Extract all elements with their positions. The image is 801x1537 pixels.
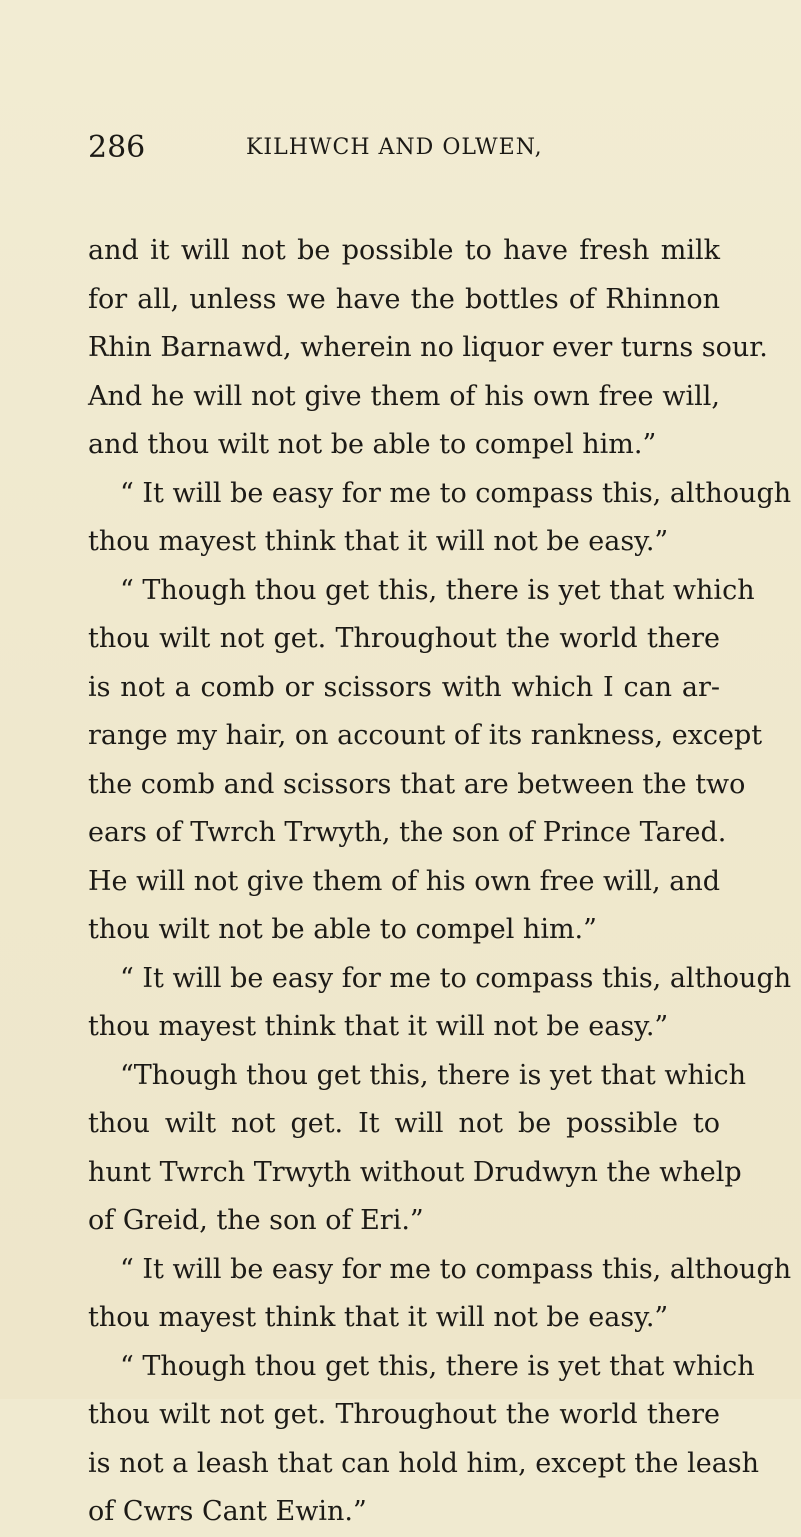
text-line: thou mayest think that it will not be easy.” xyxy=(88,1011,669,1042)
text-line: the comb and scissors that are between the two xyxy=(88,768,746,800)
text-line: thou wilt not be able to compel him.” xyxy=(88,914,597,945)
text-line: Rhin Barnawd, wherein no liquor ever turns sour. xyxy=(88,332,768,363)
text-line: thou wilt not get. It will not be possible to xyxy=(88,1108,720,1139)
text-line: “ Though thou get this, there is yet that which xyxy=(120,1350,755,1382)
text-line: thou mayest think that it will not be easy.” xyxy=(88,1302,669,1333)
text-line: thou mayest think that it will not be easy.” xyxy=(88,526,669,557)
text-line: thou wilt not get. Throughout the world there xyxy=(88,1399,720,1430)
text-line: hunt Twrch Trwyth without Drudwyn the whelp xyxy=(88,1156,742,1188)
body-text xyxy=(88,227,792,1537)
text-line: is not a comb or scissors with which I can ar- xyxy=(88,671,720,703)
text-line: “ Though thou get this, there is yet that which xyxy=(120,574,755,606)
page-header xyxy=(88,126,718,170)
text-line: is not a leash that can hold him, except the leash xyxy=(88,1447,760,1479)
text-line: “ It will be easy for me to compass this, although xyxy=(120,962,792,994)
text-line: “ It will be easy for me to compass this, although xyxy=(120,1253,792,1285)
text-line: He will not give them of his own free will, and xyxy=(88,865,720,897)
text-line: and it will not be possible to have fresh milk xyxy=(88,235,720,266)
text-line: thou wilt not get. Throughout the world there xyxy=(88,623,720,654)
text-line: range my hair, on account of its rankness, except xyxy=(88,720,763,751)
text-line: “Though thou get this, there is yet that which xyxy=(120,1059,746,1091)
text-line: of Cwrs Cant Ewin.” xyxy=(88,1496,367,1527)
text-line: And he will not give them of his own free will, xyxy=(88,380,720,412)
page-number: 286 xyxy=(88,130,146,165)
text-line: and thou wilt not be able to compel him.” xyxy=(88,429,657,460)
text-line: of Greid, the son of Eri.” xyxy=(88,1205,424,1236)
text-line: for all, unless we have the bottles of Rhinnon xyxy=(88,283,720,315)
text-line: “ It will be easy for me to compass this, although xyxy=(120,477,792,509)
text-line: ears of Twrch Trwyth, the son of Prince Tared. xyxy=(88,817,727,848)
running-title: KILHWCH AND OLWEN, xyxy=(246,135,543,160)
